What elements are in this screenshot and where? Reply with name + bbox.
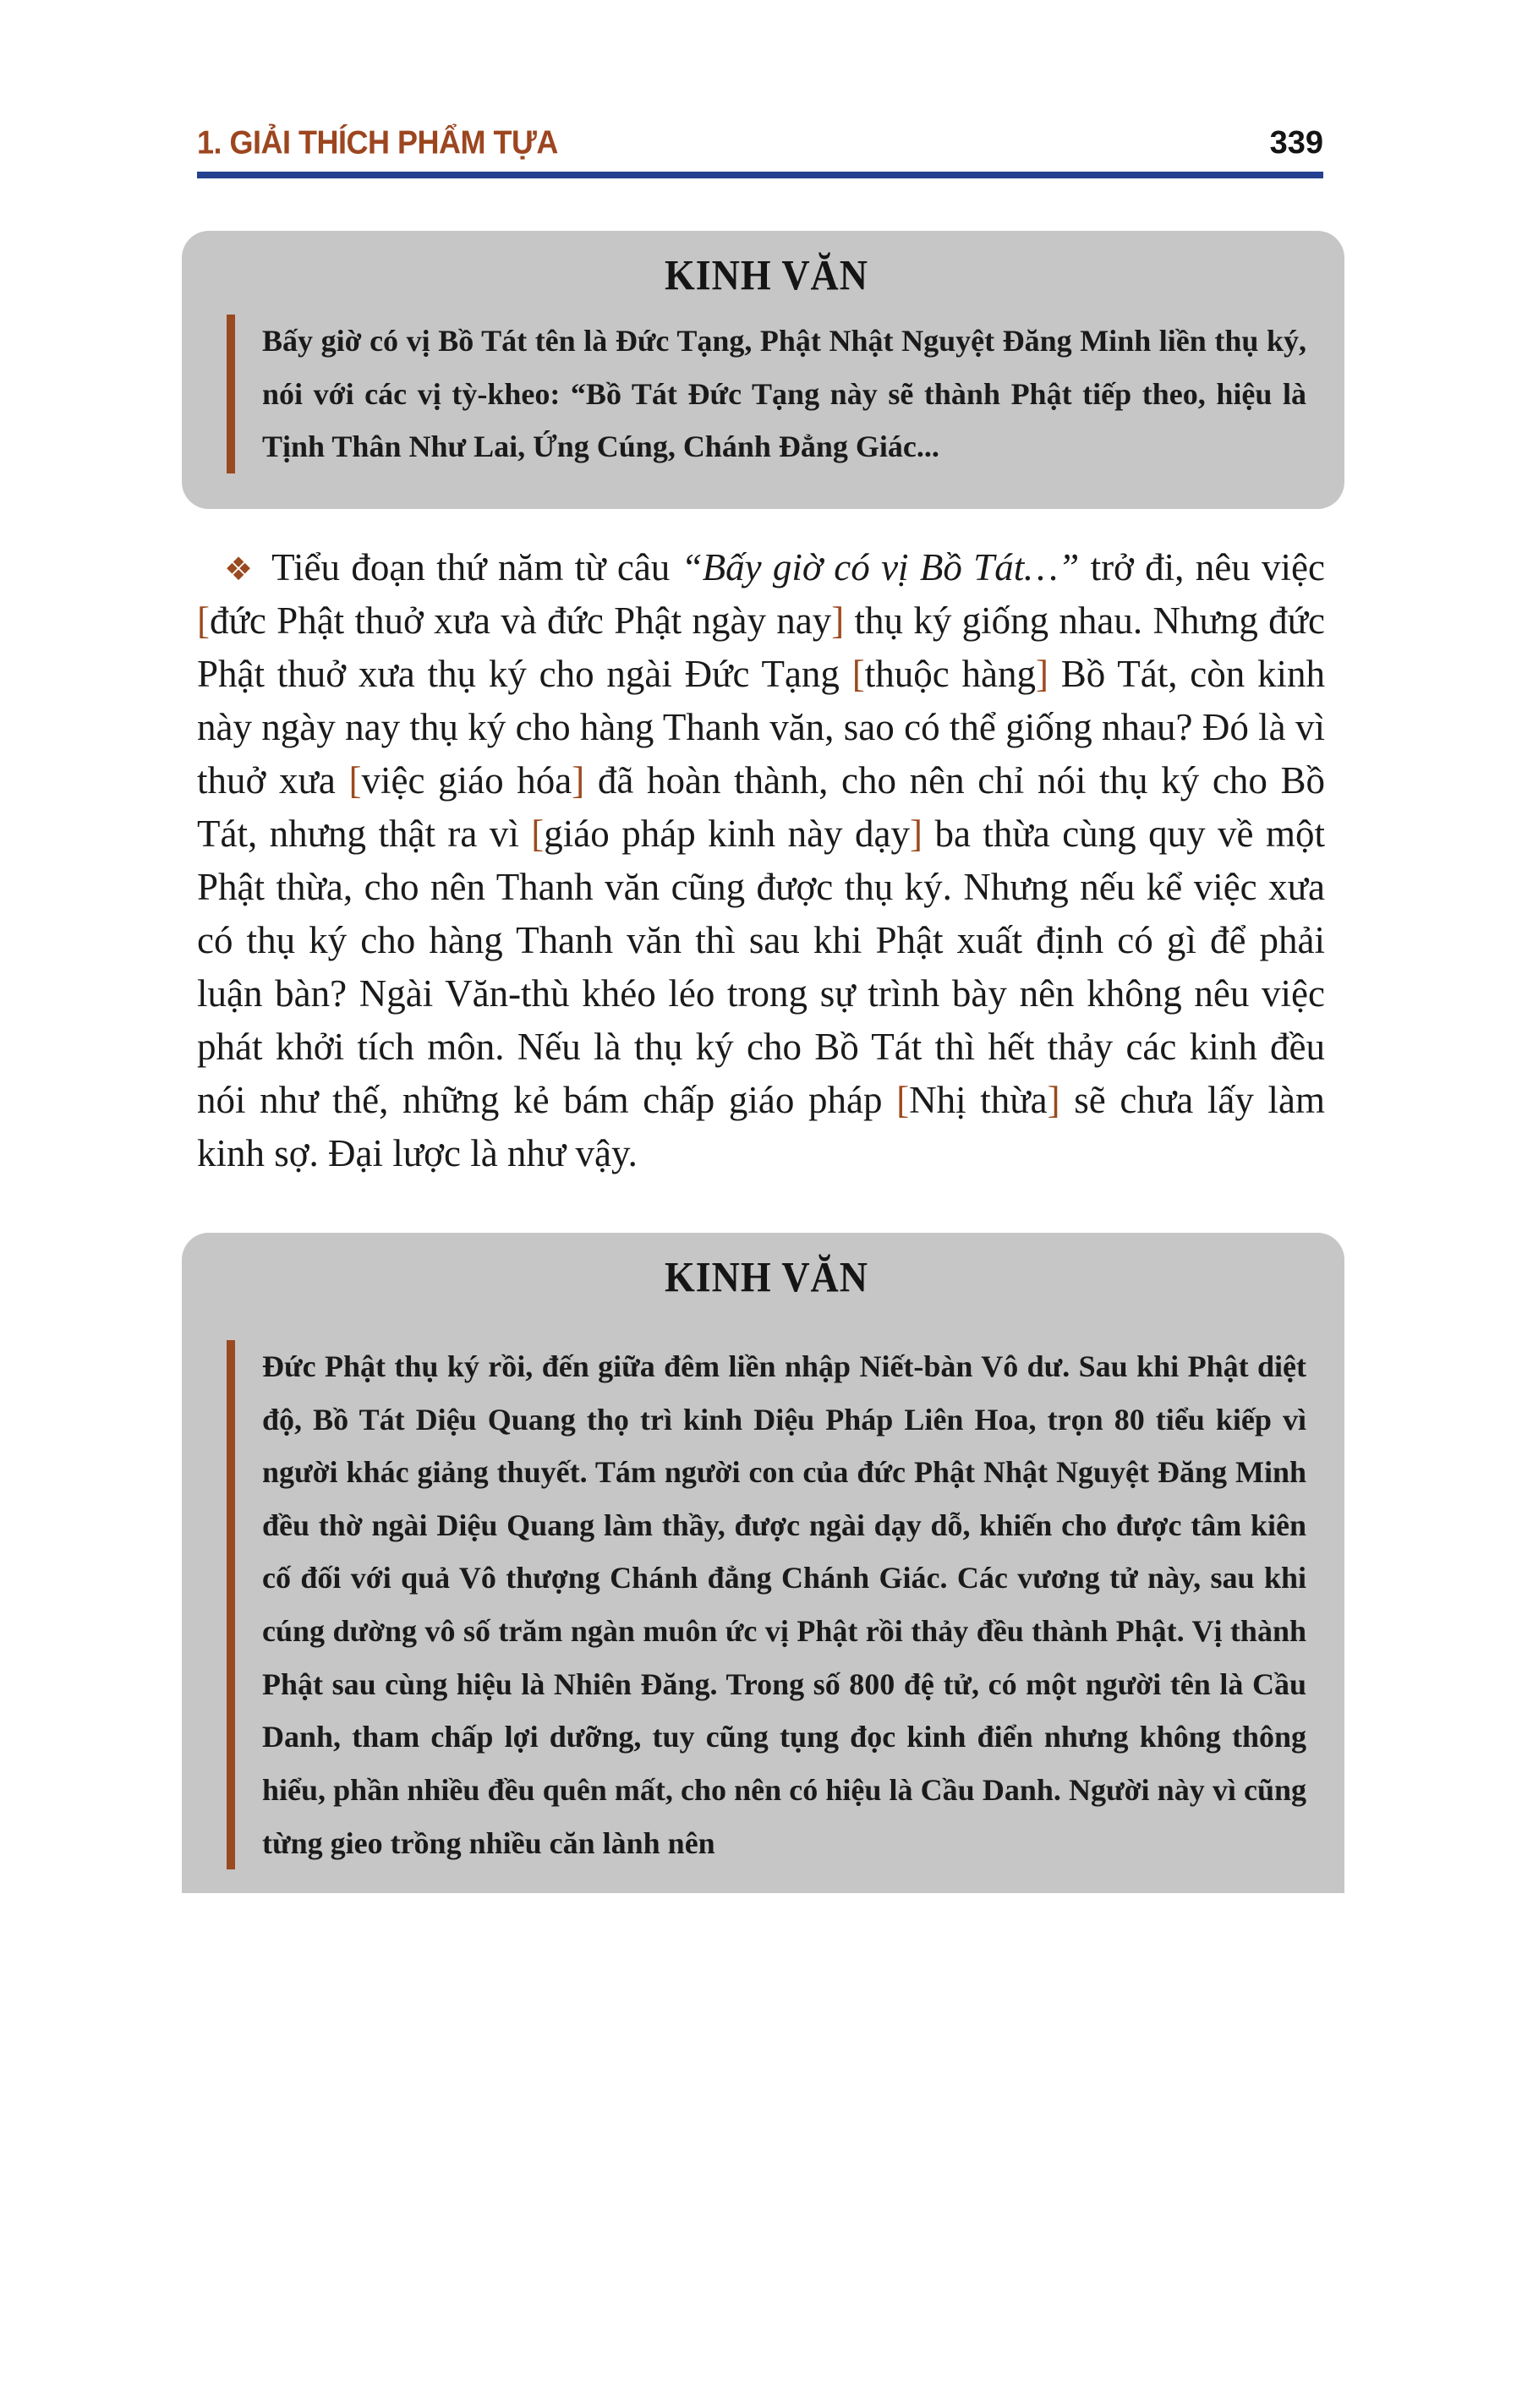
text-segment: ] — [831, 599, 845, 642]
chapter-heading: 1. GIẢI THÍCH PHẨM TỰA — [197, 123, 558, 161]
text-segment: ba thừa cùng quy về một Phật thừa, cho nên Thanh văn cũng được thụ ký. Nhưng nếu kể việc xưa có thụ ký cho hàng Thanh văn thì sau khi Phật xuất định có gì để phải luận bàn? Ngài Văn-thù khéo léo trong sự trình bày nên không nêu việc phát khởi tích môn. Nếu là thụ ký cho Bồ Tát thì hết thảy các kinh đều nói như thế, những kẻ bám chấp giáo pháp — [197, 812, 1325, 1121]
sutra-excerpt-box-2 — [182, 1233, 1344, 1893]
text-segment: đức Phật thuở xưa và đức Phật ngày nay — [210, 599, 832, 642]
sutra-excerpt-box-1 — [182, 231, 1344, 509]
text-segment: việc giáo hóa — [361, 758, 572, 802]
text-segment: [ — [348, 758, 362, 802]
text-segment: ] — [1035, 652, 1048, 695]
commentary-text — [197, 546, 1325, 1174]
text-segment: “Bấy giờ có vị Bồ Tát…” — [681, 545, 1080, 588]
text-segment: giáo pháp kinh này dạy — [544, 812, 910, 855]
text-segment: thụ ký giống nhau. Nhưng đức Phật thuở xưa thụ ký cho ngài Đức Tạng — [197, 599, 1325, 695]
book-page — [0, 125, 1522, 2408]
text-segment: ] — [910, 812, 923, 855]
page-header — [197, 125, 1323, 178]
text-segment: Tiểu đoạn thứ năm từ câu — [271, 545, 682, 588]
sutra-box-title: KINH VĂN — [664, 251, 868, 299]
text-segment: [ — [531, 812, 545, 855]
text-segment: [ — [197, 599, 210, 642]
text-segment: Nhị thừa — [909, 1078, 1048, 1121]
text-segment: trở đi, nêu việc — [1079, 545, 1325, 588]
text-segment: [ — [851, 652, 865, 695]
sutra-quote-text: Đức Phật thụ ký rồi, đến giữa đêm liền nhập Niết-bàn Vô dư. Sau khi Phật diệt độ, Bồ Tát Diệu Quang thọ trì kinh Diệu Pháp Liên Hoa, trọn 80 tiểu kiếp vì người khác giảng thuyết. Tám người con của đức Phật Nhật Nguyệt Đăng Minh đều thờ ngài Diệu Quang làm thầy, được ngài dạy dỗ, khiến cho được tâm kiên cố đối với quả Vô thượng Chánh đẳng Chánh Giác. Các vương tử này, sau khi cúng dường vô số trăm ngàn muôn ức vị Phật rồi thảy đều thành Phật. Vị thành Phật sau cùng hiệu là Nhiên Đăng. Trong số 800 đệ tử, có một người tên là Cầu Danh, tham chấp lợi dưỡng, tuy cũng tụng đọc kinh điển nhưng không thông hiểu, phần nhiều đều quên mất, cho nên có hiệu là Cầu Danh. Người này vì cũng từng gieo trồng nhiều căn lành nên — [227, 1340, 1306, 1869]
page-number: 339 — [1269, 125, 1323, 161]
sutra-box-title: KINH VĂN — [664, 1253, 868, 1301]
text-segment: đã hoàn thành, cho nên chỉ nói thụ ký cho Bồ Tát, nhưng thật ra vì — [197, 758, 1325, 855]
text-segment: ] — [1047, 1078, 1060, 1121]
text-segment: thuộc hàng — [864, 652, 1036, 695]
text-segment: sẽ chưa lấy làm kinh sợ. Đại lược là như vậy. — [197, 1078, 1325, 1174]
sutra-quote-text: Bấy giờ có vị Bồ Tát tên là Đức Tạng, Phật Nhật Nguyệt Đăng Minh liền thụ ký, nói với các vị tỳ-kheo: “Bồ Tát Đức Tạng này sẽ thành Phật tiếp theo, hiệu là Tịnh Thân Như Lai, Ứng Cúng, Chánh Đẳng Giác... — [227, 315, 1306, 473]
diamond-bullet-icon: ❖ — [224, 550, 255, 588]
commentary-paragraph — [197, 541, 1325, 1180]
text-segment: Bồ Tát, còn kinh này ngày nay thụ ký cho hàng Thanh văn, sao có thể giống nhau? Đó là vì thuở xưa — [197, 652, 1326, 802]
text-segment: ] — [572, 758, 585, 802]
text-segment: [ — [896, 1078, 910, 1121]
